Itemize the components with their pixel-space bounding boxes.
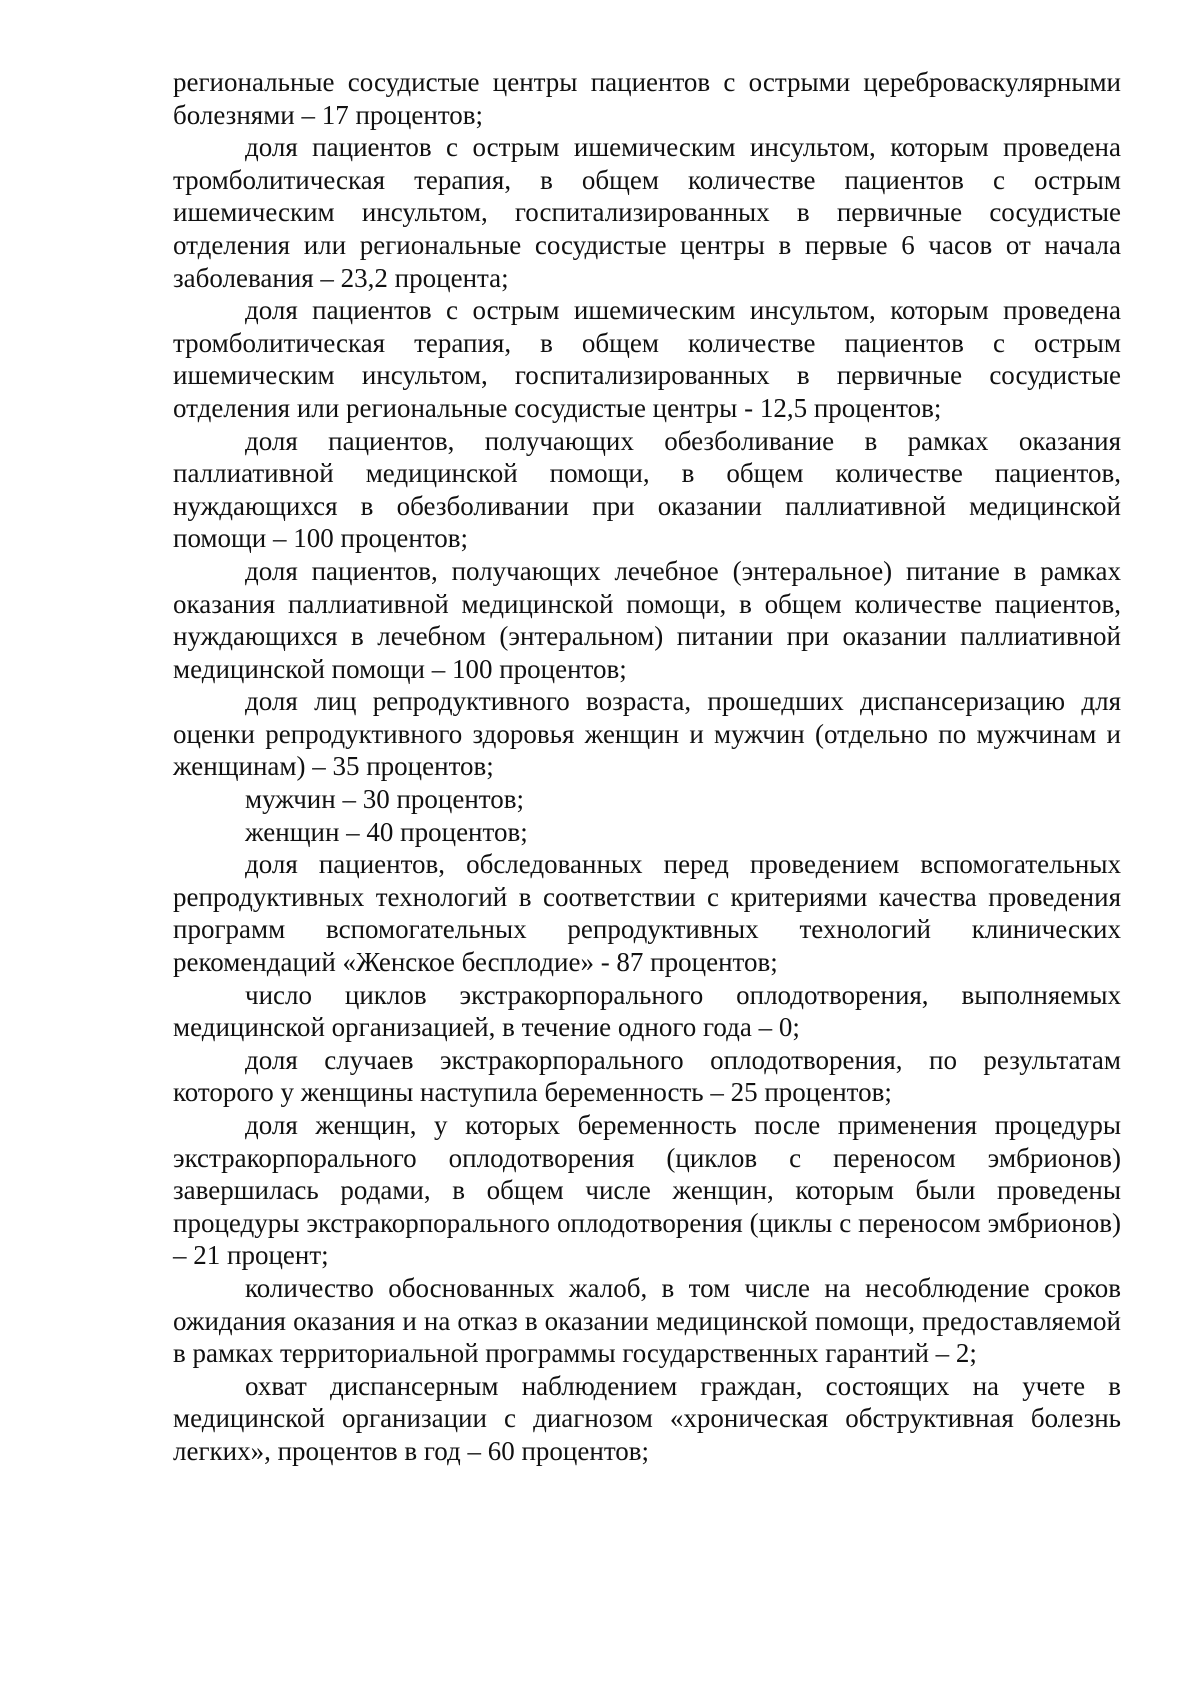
paragraph-1: региональные сосудистые центры пациентов с острыми цереброваскулярными болезнями – 17 процентов; (173, 67, 1121, 130)
paragraph-11: доля случаев экстракорпорального оплодотворения, по результатам которого у женщины наступила беременность – 25 процентов; (173, 1044, 1121, 1108)
paragraph-14: охват диспансерным наблюдением граждан, состоящих на учете в медицинской организации с диагнозом «хроническая обструктивная болезнь легких», процентов в год – 60 процентов; (173, 1370, 1121, 1466)
paragraph-10: число циклов экстракорпорального оплодотворения, выполняемых медицинской организацией, в течение одного года – 0; (173, 979, 1121, 1043)
paragraph-5: доля пациентов, получающих лечебное (энтеральное) питание в рамках оказания паллиативной медицинской помощи, в общем количестве пациентов, нуждающихся в лечебном (энтеральном) питании при оказании паллиативной медицинской помощи – 100 процентов; (173, 555, 1121, 684)
paragraph-6: доля лиц репродуктивного возраста, прошедших диспансеризацию для оценки репродуктивного здоровья женщин и мужчин (отдельно по мужчинам и женщинам) – 35 процентов; (173, 686, 1121, 782)
paragraph-13: количество обоснованных жалоб, в том числе на несоблюдение сроков ожидания оказания и на отказ в оказании медицинской помощи, предоставляемой в рамках территориальной программы государственных гарантий – 2; (173, 1272, 1121, 1369)
paragraph-7: мужчин – 30 процентов; (245, 784, 524, 815)
paragraph-4: доля пациентов, получающих обезболивание в рамках оказания паллиативной медицинской помощи, в общем количестве пациентов, нуждающихся в обезболивании при оказании паллиативной медицинской помощи – 100 процентов; (173, 425, 1121, 554)
paragraph-2: доля пациентов с острым ишемическим инсультом, которым проведена тромболитическая терапия, в общем количестве пациентов с острым ишемическим инсультом, госпитализированных в первичные сосудистые отделения или региональные сосудистые центры в первые 6 часов от начала заболевания – 23,2 процента; (173, 132, 1121, 293)
paragraph-8: женщин – 40 процентов; (245, 816, 528, 847)
document-page (173, 66, 1121, 1468)
paragraph-9: доля пациентов, обследованных перед проведением вспомогательных репродуктивных технологий в соответствии с критериями качества проведения программ вспомогательных репродуктивных технологий клинических рекомендаций «Женское бесплодие» - 87 процентов; (173, 849, 1121, 978)
paragraph-3: доля пациентов с острым ишемическим инсультом, которым проведена тромболитическая терапия, в общем количестве пациентов с острым ишемическим инсультом, госпитализированных в первичные сосудистые отделения или региональные сосудистые центры - 12,5 процентов; (173, 295, 1121, 423)
paragraph-12: доля женщин, у которых беременность после применения процедуры экстракорпорального оплодотворения (циклов с переносом эмбрионов) завершилась родами, в общем числе женщин, которым были проведены процедуры экстракорпорального оплодотворения (циклы с переносом эмбрионов) – 21 процент; (173, 1110, 1121, 1271)
